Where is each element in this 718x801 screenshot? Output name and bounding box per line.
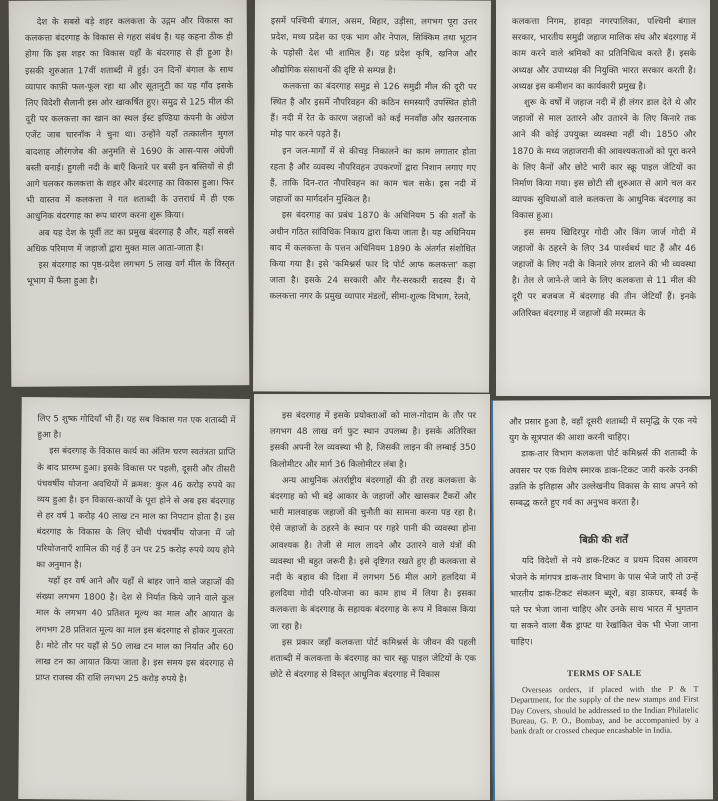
paragraph: कलकत्ता निगम, हावड़ा नगरपालिका, पश्चिमी बंगाल सरकार, भारतीय समुद्री जहाज मालिक संघ और बंदरगाह में काम करने वाले श्रमिकों का प्रतिनिधित्व करते हैं। इसके अध्यक्ष और उपाध्यक्ष की नियुक्ति भारत सरकार करती है। अध्यक्ष इस कमीशन का कार्यकारी प्रमुख है।	[512, 17, 696, 92]
terms-heading-hindi: बिक्री की शर्तें	[579, 535, 628, 547]
paragraph: शुरू के वर्षों में जहाज नदी में ही लंगर डाल देते थे और जहाजों से माल उतारने और उतारने के लिए किनारे तक आने की कोई उपयुक्त व्यवस्था नहीं थी। 1850 और 1870 के मध्य जहाजरानी की आवश्यकताओं को पूरा करने के लिए कैनों और छोटे भारी कार स्क्रू पाइल जेटियों का निर्माण किया गया। इस छोटी सी शुरुआत से आगे चल कर व्यापक सुविधाओं वाले कलकत्ता के आधुनिक बंदरगाह का विकास हुआ।	[512, 98, 696, 222]
paragraph: इस बंदरगाह का प्रबंध 1870 के अधिनियम 5 की शर्तों के अधीन गठित सांविधिक निकाय द्वारा किया जाता है। यह अधिनियम बाद में कलकत्ता के पत्तन अधिनियम 1890 के अंतर्गत संशोधित किया गया है। इसे 'कमिश्नर्स फार दि पोर्ट आफ कलकत्ता' कहा जाता है। इसके 24 सरकारी और गैर-सरकारी सदस्य हैं। ये कलकत्ता नगर के प्रमुख व्यापार मंडलों, सीमा-शुल्क विभाग, रेलवे,	[269, 210, 476, 303]
paragraph: देश के सबसे बड़े शहर कलकत्ता के उद्गम और विकास का कलकत्ता बंदरगाह के विकास से गहरा संबंध है। यह कहना ठीक ही होगा कि इस शहर का विकास यहाँ के बंदरगाह से ही हुआ है। इसकी शुरुआत 17वीं शताब्दी में हुई। उन दिनों बंगाल के साथ व्यापार काफ़ी फल-फूल रहा था और सूतानुटी का यह गाँव इसके लिए विदेशी सैलानी इस ओर खाकर्षित हुए। समुद्र से 125 मील की दूरी पर कलकत्ता का खान का स्थल ईस्ट इण्डिया कंपनी के अंग्रेज एजेंट जाब चारनॉक ने चुना था। उन्होंने यहाँ तत्कालीन मुगल बादशाह औरंगजेब की अनुमति से 1690 के आस-पास अंग्रेजी बस्ती बनाई। हुगली नदी के बाएँ किनारे पर बसी इन बस्तियों से ही आगे चलकर कलकत्ता के शहर और बंदरगाह का विकास हुआ। फिर भी वास्तव में कलकत्ता ने गत शताब्दी के उत्तरार्ध में ही एक आधुनिक बंदरगाह का रूप धारण करना शुरू किया।	[24, 16, 235, 223]
folder-panel-bottom-middle	[254, 394, 490, 800]
paragraph: इस बंदरगाह में इसके प्रयोक्ताओं को माल-गोदाम के तौर पर लगभग 48 लाख वर्ग फुट स्थान उपलब्ध है। इसके अतिरिक्त इसकी अपनी रेल व्यवस्था भी है, जिसकी लाइन की लम्बाई 350 किलोमीटर और मार्ग 36 किलोमीटर लंबा है।	[270, 411, 476, 470]
paragraph: अब यह देश के पूर्वी तट का प्रमुख बंदरगाह है और, यहाँ सबसे अधिक परिमाण में जहाजों द्वारा मुक्त माल आता-जाता है।	[26, 226, 235, 255]
terms-text-english: Overseas orders, if placed with the P & T Department, for the supply of the new stamps and First Day Covers, should be addressed to the Indian Philatelic Bureau, G. P. O., Bombay, and be accompanied by a bank draft or crossed cheque encashable in India.	[510, 684, 699, 736]
paragraph: इन जल-मार्गों में से कीचड़ निकालने का काम लगातार होता रहता है और व्यवस्थ नौपरिवहन उपकरणों द्वारा निशान लगाए गए हैं, ताकि दिन-रात नौपरिवहन का काम चल सके। इस नदी में जहाजों का मार्गदर्शन मुश्किल है।	[269, 146, 477, 206]
paragraph: कलकत्ता का बंदरगाह समुद्र से 126 समुद्री मील की दूरी पर स्थित है और इसमें नौपरिवहन की कठिन समस्याएँ उपस्थित होती हैं। नदी में रेत के कारण जहाजों को कई मनवाँछ और खतरनाक मोड़ पार करने पड़ते हैं।	[270, 81, 477, 141]
folder-panel-top-middle	[253, 0, 491, 393]
paragraph: यहाँ हर वर्ष आने और यहाँ से बाहर जाने वाले जहाजों की संख्या लगभग 1800 है। देश से निर्यात किये जाने वाले कुल माल के लगभग 40 प्रतिशत मूल्य का माल और आयात के लगभग 28 प्रतिशत मूल्य का माल इस बंदरगाह से होकर गुजरता है। मोटे तौर पर यहाँ से 50 लाख टन माल का निर्यात और 60 लाख टन का आयात किया जाता है। इस समय इस बंदरगाह से प्राप्त राजस्व की राशि लगभग 25 करोड़ रुपये है।	[35, 576, 235, 685]
terms-heading-english: TERMS OF SALE	[567, 667, 642, 678]
paragraph: इस बंदरगाह का पृष्ठ-प्रदेश लगभग 5 लाख वर्ग मील के विस्तृत भूभाग में फैला हुआ है।	[26, 259, 235, 287]
paragraph: इसमें पश्चिमी बंगाल, असम, बिहार, उड़ीसा, लगभग पूरा उत्तर प्रदेश, मध्य प्रदेश का एक भाग और नेपाल, सिक्किम तथा भूटान के पड़ोसी देश भी शामिल हैं। यह प्रदेश कृषि, खनिज और औद्योगिक संसाधनों की दृष्टि से सम्पन्न है।	[270, 16, 477, 76]
paragraph: लिए 5 शुष्क गोदियाँ भी हैं। यह सब विकास गत एक शताब्दी में हुआ है।	[37, 414, 236, 441]
paragraph: इस बंदरगाह के विकास कार्य का अंतिम चरण स्वतंत्रता प्राप्ति के बाद प्रारम्भ हुआ। इसके विकास पर पहली, दूसरी और तीसरी पंचवर्षीय योजना अवधियों में क्रमश: कुल 46 करोड़ रुपये का व्यय हुआ है। इन विकास-कार्यों के पूरा होने से अब इस बंदरगाह से हर वर्ष 1 करोड़ 40 लाख टन माल का निपटान होता है। इस बंदरगाह के विकास के लिए चौथी पंचवर्षीय योजना में जो परियोजनाएँ शामिल की गई हैं उन पर 25 करोड़ रुपये व्यय होने का अनुमान है।	[36, 446, 236, 571]
terms-text-hindi: यदि विदेशों से नये डाक-टिकट व प्रथम दिवस आवरण भेजने के मांगपत्र डाक-तार विभाग के पास भेजे जाएँ तो उन्हें भारतीय डाक-टिकट संकलन ब्यूरो, बड़ा डाकघर, बम्बई के पते पर भेजा जाना चाहिए और उनके साथ भारत में भुगतान या सकने वाला बैंक ड्राफ्ट या रेखांकित चेक भी भेजा जाना चाहिए।	[509, 555, 699, 648]
paragraph: इस प्रकार जहाँ कलकत्ता पोर्ट कमिश्नर्स के जीवन की पहली शताब्दी में कलकत्ता के बंदरगाह का चार स्क्रू पाइल जेटियों के एक छोटे से बंदरगाह से विस्तृत आधुनिक बंदरगाह में विकास	[270, 637, 476, 681]
paragraph: इस समय खिदिरपुर गोदी और किंग जार्ज गोदी में जहाजों के ठहरने के लिए 34 पार्श्वबर्थ घाट हैं और 46 जहाजों के लिए नदी के किनारे लंगर डालने की भी व्यवस्था है। तेल ले जाने-ले जाने के लिए कलकत्ता से 11 मील की दूरी पर बजबज में बंदरगाह की तीन जेटियाँ हैं। इनके अतिरिक्त बंदरगाह में जहाजों की मरम्मत के	[512, 227, 696, 319]
folder-panel-bottom-left	[18, 397, 249, 801]
paragraph: और प्रसार हुआ है, वहाँ दूसरी शताब्दी में समृद्धि के एक नये युग के सूत्रपात की आशा करनी चाहिए।	[509, 416, 698, 444]
folder-panel-top-right	[496, 0, 710, 396]
paragraph: अन्य आधुनिक अंतर्राष्ट्रीय बंदरगाहों की ही तरह कलकत्ता के बंदरगाह को भी बड़े आकार के जहाजों और खासकर टैंकरों और भारी मालवाहक जहाजों की चुनौती का सामना करना पड़ रहा है। ऐसे जहाजों के ठहरने के स्थान पर गहरे पानी की व्यवस्था होना आवश्यक है। तेजी से माल लादने और उतारने वाले यंत्रों की व्यवस्था भी बहुत जरूरी है। इसे दृष्टिगत रखते हुए ही कलकत्ता से नदी के बहाव की दिशा में लगभग 56 मील आगे हलदिया में हलदिया गोदी परि-योजना का काम हाथ में लिया है। इसका कलकत्ता के बंदरगाह के सहायक बंदरगाह के रूप में विकास किया जा रहा है।	[270, 475, 476, 632]
folder-panel-bottom-right	[491, 399, 713, 800]
folder-panel-top-left	[9, 0, 250, 387]
paragraph: डाक-तार विभाग कलकत्ता पोर्ट कमिश्नर्स की शताब्दी के अवसर पर एक विशेष स्मारक डाक-टिकट जारी करके उनकी उन्नति के इतिहास और उल्लेखनीय विकास के साथ अपने को सम्बद्ध करते हुए गर्व का अनुभव करता है।	[509, 448, 698, 509]
